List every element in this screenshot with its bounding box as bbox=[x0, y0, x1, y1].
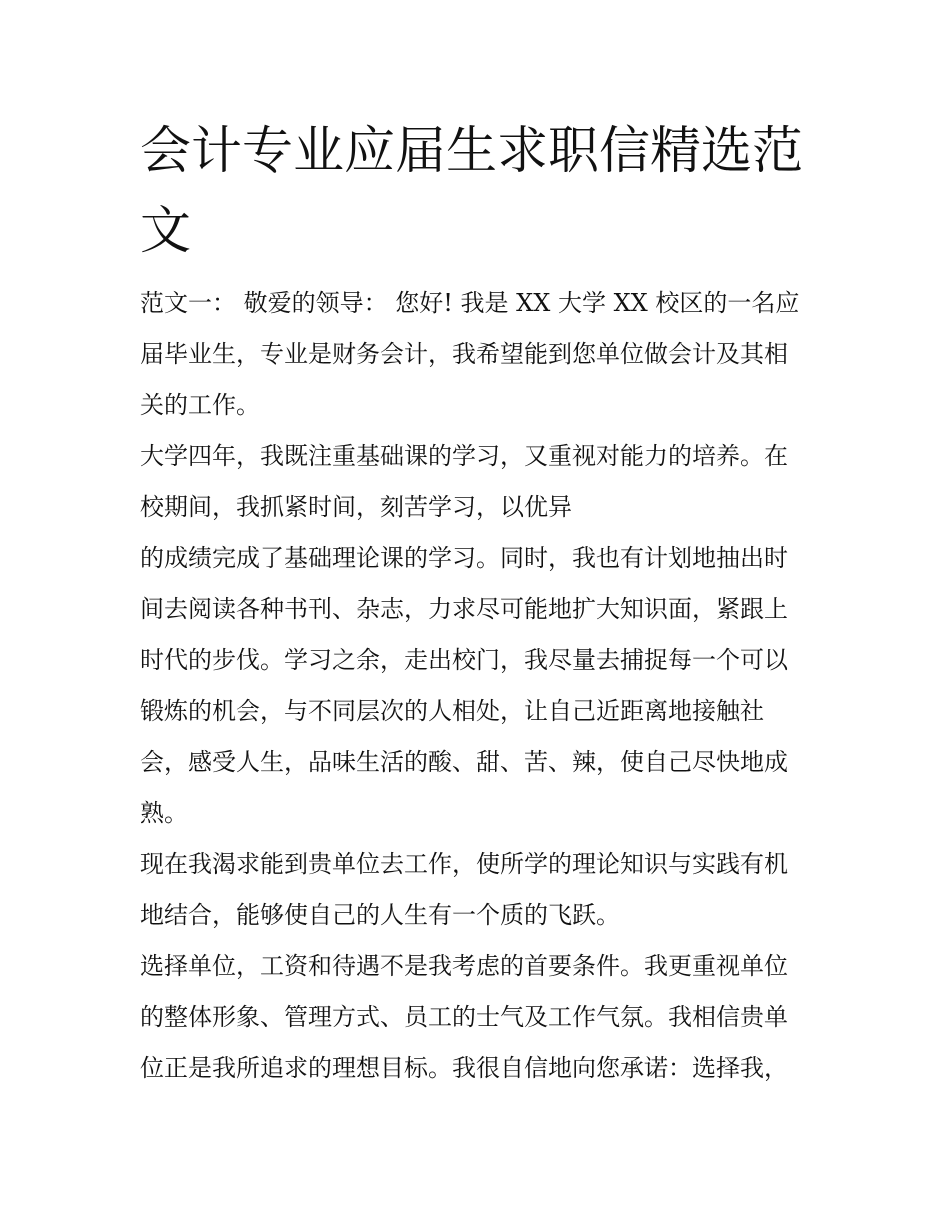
body-line: 校期间，我抓紧时间，刻苦学习，以优异 bbox=[140, 493, 572, 521]
body-line: 会，感受人生，品味生活的酸、甜、苦、辣，使自己尽快地成 bbox=[140, 748, 788, 776]
body-line: 间去阅读各种书刊、杂志，力求尽可能地扩大知识面，紧跟上 bbox=[140, 595, 788, 623]
body-line: 时代的步伐。学习之余，走出校门，我尽量去捕捉每一个可以 bbox=[140, 646, 788, 674]
body-line: 的整体形象、管理方式、员工的士气及工作气氛。我相信贵单 bbox=[140, 1003, 788, 1031]
body-line: 大学四年，我既注重基础课的学习，又重视对能力的培养。在 bbox=[140, 442, 788, 470]
body-line: 选择单位，工资和待遇不是我考虑的首要条件。我更重视单位 bbox=[140, 952, 788, 980]
title-line-1: 会计专业应届生求职信精选范 bbox=[140, 122, 804, 181]
body-line: 锻炼的机会，与不同层次的人相处，让自己近距离地接触社 bbox=[140, 697, 764, 725]
body-line: 现在我渴求能到贵单位去工作，使所学的理论知识与实践有机 bbox=[140, 850, 788, 878]
body-line: 届毕业生，专业是财务会计，我希望能到您单位做会计及其相 bbox=[140, 340, 788, 368]
body-line: 地结合，能够使自己的人生有一个质的飞跃。 bbox=[140, 901, 620, 929]
body-line: 位正是我所追求的理想目标。我很自信地向您承诺：选择我， bbox=[140, 1054, 788, 1082]
body-line: 的成绩完成了基础理论课的学习。同时，我也有计划地抽出时 bbox=[140, 544, 788, 572]
document-title bbox=[140, 112, 820, 272]
title-line-2: 文 bbox=[140, 202, 192, 261]
body-line: 范文一： 敬爱的领导： 您好! 我是 XX 大学 XX 校区的一名应 bbox=[140, 289, 800, 317]
body-line: 关的工作。 bbox=[140, 391, 260, 419]
document-body bbox=[140, 278, 830, 1094]
body-line: 熟。 bbox=[140, 799, 188, 827]
